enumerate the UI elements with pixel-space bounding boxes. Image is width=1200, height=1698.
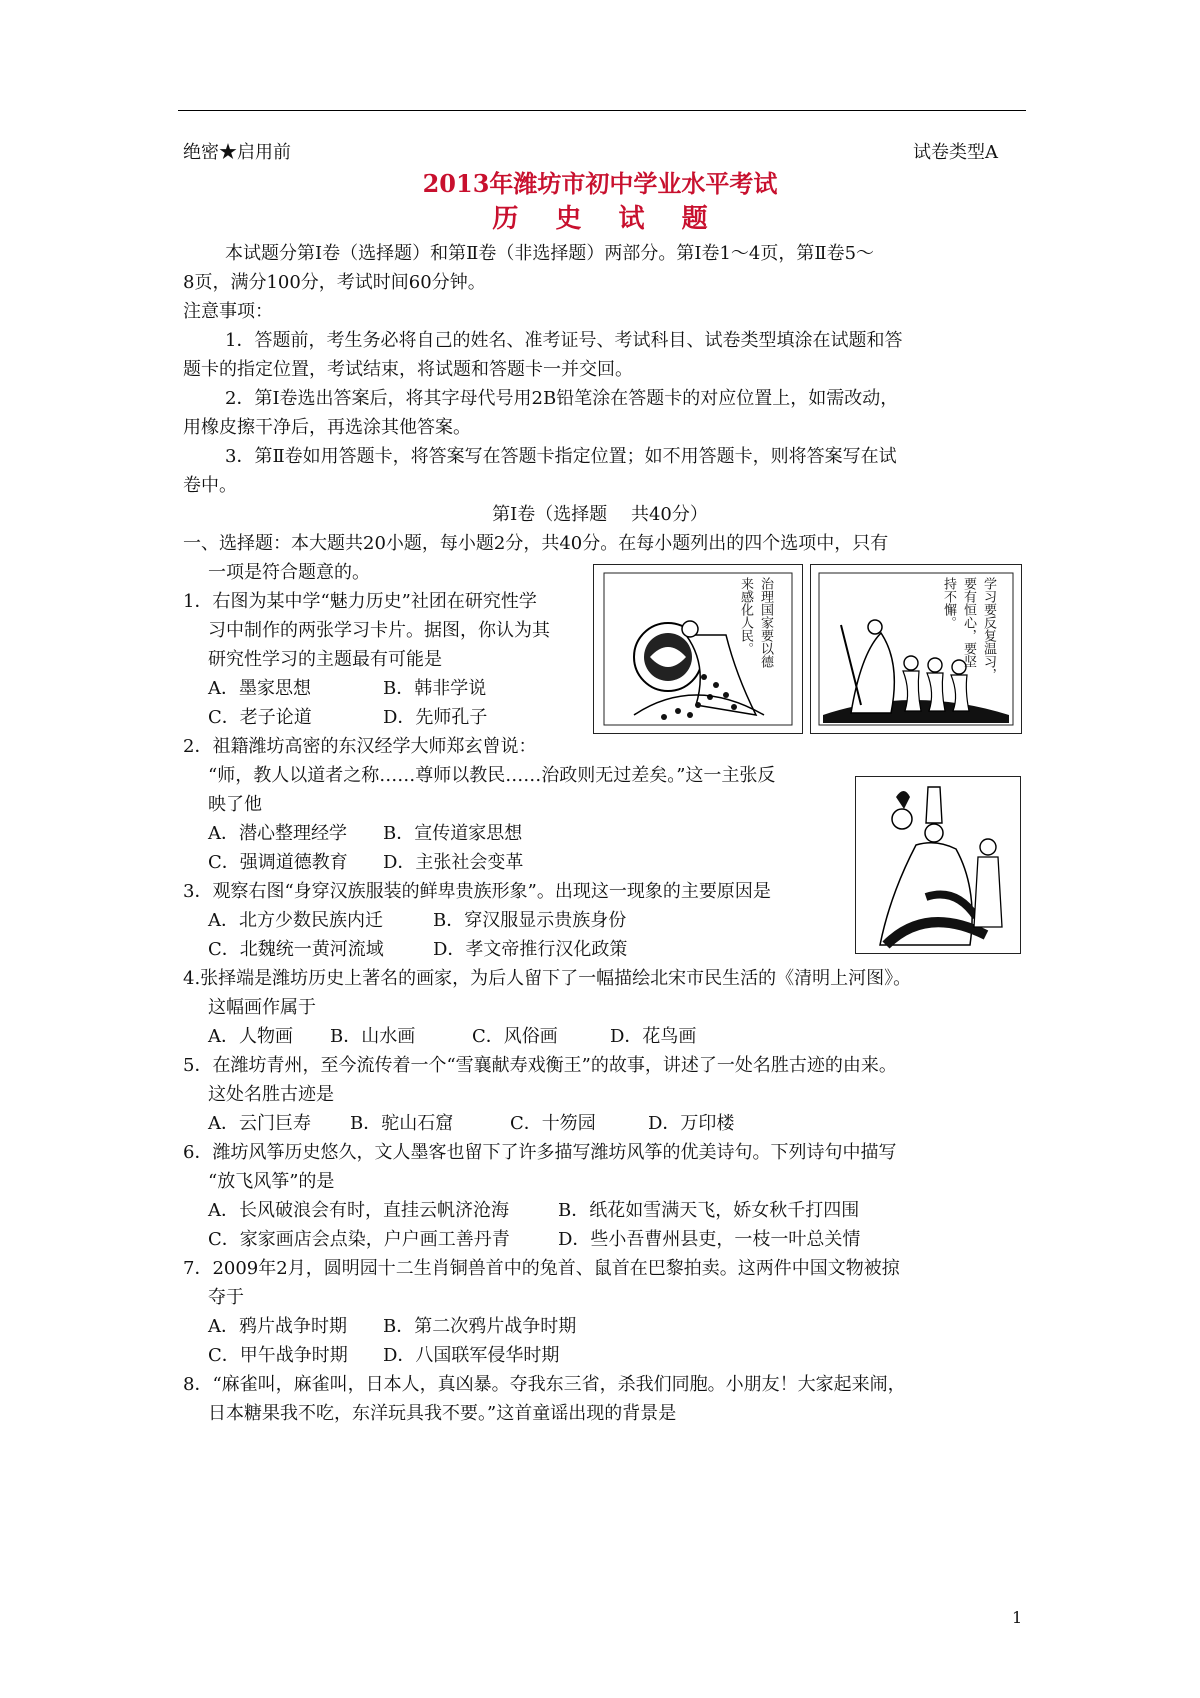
section-instructions-line-2: 一项是符合题意的。 xyxy=(208,562,370,583)
q3-option-a: A．北方少数民族内迁 xyxy=(208,910,383,931)
card-2-caption-c: 持不懈。 xyxy=(941,577,956,629)
note-3-line-1: 3．第Ⅱ卷如用答题卡，将答案写在答题卡指定位置；如不用答题卡，则将答案写在试 xyxy=(225,446,897,467)
q7-stem-line-2: 夺于 xyxy=(208,1287,244,1308)
section-instructions-line-1: 一、选择题：本大题共20小题，每小题2分，共40分。在每小题列出的四个选项中，只有 xyxy=(183,533,889,554)
q8-stem-line-1: 8．“麻雀叫，麻雀叫，日本人，真凶暴。夺我东三省，杀我们同胞。小朋友！大家起来闹， xyxy=(183,1374,906,1395)
q3-option-d: D．孝文帝推行汉化政策 xyxy=(433,939,628,960)
page-number: 1 xyxy=(1012,1608,1023,1627)
note-2-line-1: 2．第Ⅰ卷选出答案后，将其字母代号用2B铅笔涂在答题卡的对应位置上，如需改动， xyxy=(225,388,899,409)
exam-title: 2013年潍坊市初中学业水平考试 xyxy=(422,169,778,198)
q6-option-c: C．家家画店会点染，户户画工善丹青 xyxy=(208,1229,510,1250)
q6-option-a: A．长风破浪会有时，直挂云帆济沧海 xyxy=(208,1200,509,1221)
card-1-caption-a: 治理国家要以德 xyxy=(758,577,773,668)
q8-stem-line-2: 日本糖果我不吃，东洋玩具我不要。”这首童谣出现的背景是 xyxy=(208,1403,677,1424)
xianbei-noble-in-han-clothing-illustration xyxy=(856,777,1020,953)
q7-option-d: D．八国联军侵华时期 xyxy=(383,1345,560,1366)
top-rule xyxy=(178,110,1026,111)
q4-option-b: B．山水画 xyxy=(330,1026,416,1047)
q7-option-a: A．鸦片战争时期 xyxy=(208,1316,347,1337)
xianbei-noble-figure xyxy=(855,776,1021,954)
intro-line-1: 本试题分第Ⅰ卷（选择题）和第Ⅱ卷（非选择题）两部分。第Ⅰ卷1～4页，第Ⅱ卷5～ xyxy=(225,243,875,264)
q2-option-a: A．潜心整理经学 xyxy=(208,823,347,844)
q1-stem-line-3: 研究性学习的主题最有可能是 xyxy=(208,649,442,670)
paper-type: 试卷类型A xyxy=(913,142,998,163)
q2-stem-line-3: 映了他 xyxy=(208,794,262,815)
q6-stem-line-1: 6．潍坊风筝历史悠久，文人墨客也留下了许多描写潍坊风筝的优美诗句。下列诗句中描写 xyxy=(183,1142,897,1163)
q3-stem-line-1: 3．观察右图“身穿汉族服装的鲜卑贵族形象”。出现这一现象的主要原因是 xyxy=(183,881,771,902)
q2-option-c: C．强调道德教育 xyxy=(208,852,348,873)
q2-option-d: D．主张社会变革 xyxy=(383,852,524,873)
card-2-caption-a: 学习要反复温习， xyxy=(981,577,996,681)
q1-option-c: C．老子论道 xyxy=(208,707,312,728)
note-3-line-2: 卷中。 xyxy=(183,475,237,496)
q1-option-b: B．韩非学说 xyxy=(383,678,487,699)
note-1-line-2: 题卡的指定位置，考试结束，将试题和答题卡一并交回。 xyxy=(183,359,633,380)
q4-stem-line-1: 4.张择端是潍坊历史上著名的画家，为后人留下了一幅描绘北宋市民生活的《清明上河图》。 xyxy=(183,968,912,989)
confidential-mark: 绝密★启用前 xyxy=(183,142,291,163)
note-2-line-2: 用橡皮擦干净后，再选涂其他答案。 xyxy=(183,417,471,438)
q1-option-a: A．墨家思想 xyxy=(208,678,311,699)
q6-option-d: D．些小吾曹州县吏，一枝一叶总关情 xyxy=(558,1229,861,1250)
q2-stem-line-2: “师，教人以道者之称……尊师以教民……治政则无过差矣。”这一主张反 xyxy=(208,765,776,786)
card-1-caption-b: 来感化人民。 xyxy=(738,577,753,655)
q1-stem-line-1: 1．右图为某中学“魅力历史”社团在研究性学 xyxy=(183,591,537,612)
q4-stem-line-2: 这幅画作属于 xyxy=(208,997,316,1018)
q7-option-b: B．第二次鸦片战争时期 xyxy=(383,1316,577,1337)
q6-stem-line-2: “放飞风筝”的是 xyxy=(208,1171,335,1192)
q6-option-b: B．纸花如雪满天飞，娇女秋千打四围 xyxy=(558,1200,860,1221)
q5-option-a: A．云门巨寿 xyxy=(208,1113,311,1134)
q5-option-b: B．驼山石窟 xyxy=(350,1113,454,1134)
study-card-1 xyxy=(593,564,803,734)
q7-option-c: C．甲午战争时期 xyxy=(208,1345,348,1366)
q4-option-a: A．人物画 xyxy=(208,1026,293,1047)
q4-option-c: C．风俗画 xyxy=(472,1026,558,1047)
q3-option-c: C．北魏统一黄河流域 xyxy=(208,939,384,960)
subject-title: 历 史 试 题 xyxy=(492,204,722,234)
section-heading: 第Ⅰ卷（选择题 共40分） xyxy=(492,504,708,525)
q7-stem-line-1: 7．2009年2月，圆明园十二生肖铜兽首中的兔首、鼠首在巴黎拍卖。这两件中国文物被掠 xyxy=(183,1258,900,1279)
study-card-2 xyxy=(810,564,1022,734)
notes-heading: 注意事项： xyxy=(183,301,273,322)
q5-stem-line-2: 这处名胜古迹是 xyxy=(208,1084,334,1105)
q1-option-d: D．先师孔子 xyxy=(383,707,488,728)
q2-stem-line-1: 2．祖籍潍坊高密的东汉经学大师郑玄曾说： xyxy=(183,736,537,757)
q5-option-d: D．万印楼 xyxy=(648,1113,735,1134)
note-1-line-1: 1．答题前，考生务必将自己的姓名、准考证号、考试科目、试卷类型填涂在试题和答 xyxy=(225,330,903,351)
q4-option-d: D．花鸟画 xyxy=(610,1026,697,1047)
q2-option-b: B．宣传道家思想 xyxy=(383,823,523,844)
card-2-caption-b: 要有恒心，要坚 xyxy=(961,577,976,668)
q5-option-c: C．十笏园 xyxy=(510,1113,596,1134)
q5-stem-line-1: 5．在潍坊青州，至今流传着一个“雪襄献寿戏衡王”的故事，讲述了一处名胜古迹的由来。 xyxy=(183,1055,897,1076)
q1-stem-line-2: 习中制作的两张学习卡片。据图，你认为其 xyxy=(208,620,550,641)
intro-line-2: 8页，满分100分，考试时间60分钟。 xyxy=(183,272,486,293)
q3-option-b: B．穿汉服显示贵族身份 xyxy=(433,910,627,931)
